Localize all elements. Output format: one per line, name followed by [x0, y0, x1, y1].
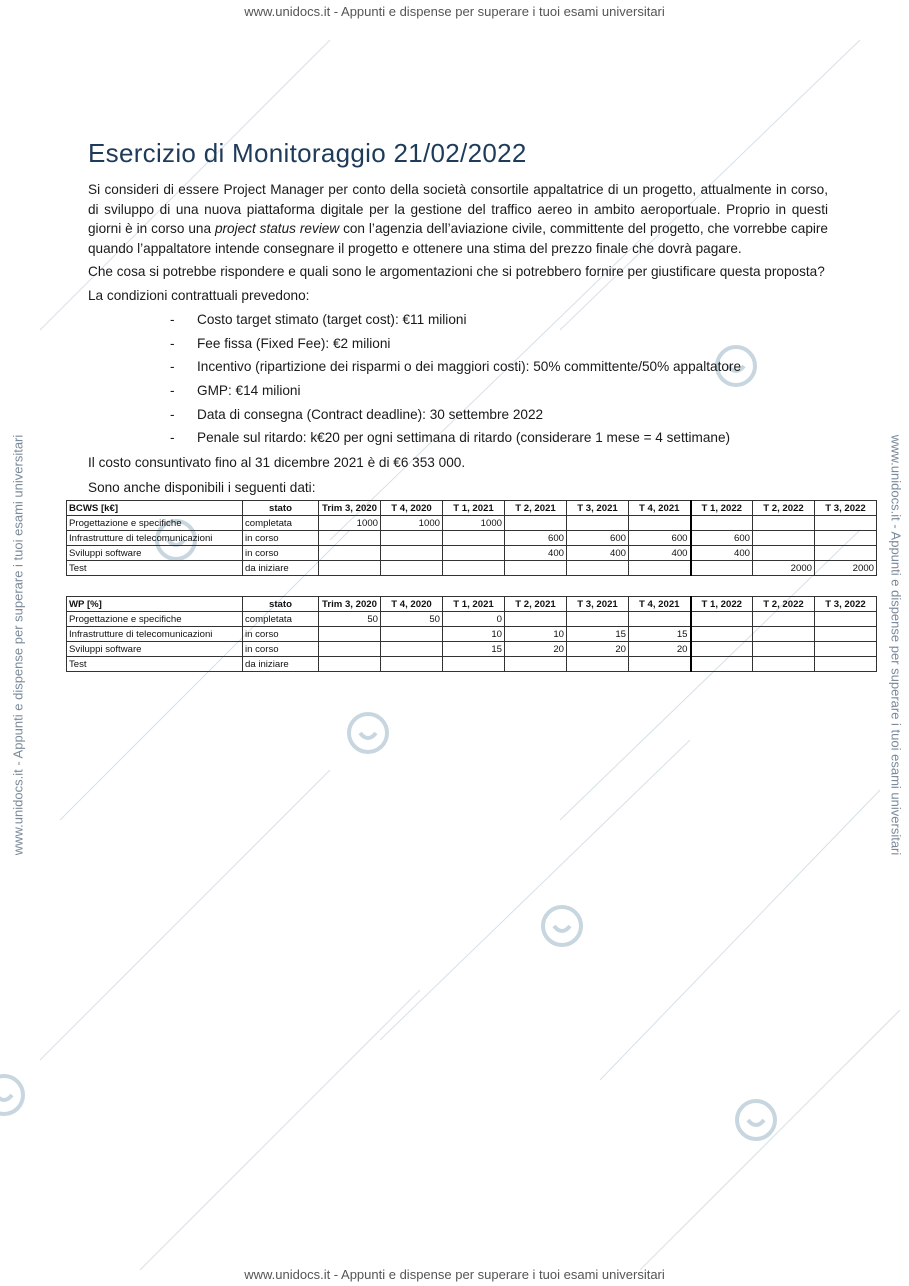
table-cell: 15: [567, 627, 629, 642]
table-cell: [505, 561, 567, 576]
table-row: [67, 561, 877, 576]
table-row: [67, 657, 877, 672]
table-cell: [381, 657, 443, 672]
column-header: T 4, 2020: [381, 501, 443, 516]
table-row: [67, 642, 877, 657]
column-header: T 1, 2022: [691, 501, 753, 516]
table-cell: [443, 657, 505, 672]
table-cell: [319, 546, 381, 561]
table-cell: 15: [629, 627, 691, 642]
list-item: - Penale sul ritardo: k€20 per ogni settimana di ritardo (considerare 1 mese = 4 settimane): [170, 430, 731, 446]
wp-table: [66, 596, 877, 672]
table-cell: Progettazione e specifiche: [67, 612, 243, 627]
table-cell: [815, 657, 877, 672]
column-header: Trim 3, 2020: [319, 501, 381, 516]
table-cell: 20: [567, 642, 629, 657]
table-cell: [319, 531, 381, 546]
column-header: T 2, 2021: [505, 501, 567, 516]
column-header: Trim 3, 2020: [319, 597, 381, 612]
page-title: Esercizio di Monitoraggio 21/02/2022: [88, 138, 527, 168]
table-cell: Progettazione e specifiche: [67, 516, 243, 531]
column-header: T 4, 2021: [629, 597, 691, 612]
table-cell: [629, 657, 691, 672]
column-header: T 4, 2020: [381, 597, 443, 612]
table-cell: [567, 612, 629, 627]
page-footer: www.unidocs.it - Appunti e dispense per superare i tuoi esami universitari: [244, 1267, 665, 1282]
table-cell: [381, 561, 443, 576]
table-cell: completata: [243, 612, 319, 627]
list-item: - Incentivo (ripartizione dei risparmi o dei maggiori costi): 50% committente/50% appaltatore: [170, 359, 742, 375]
table-cell: [629, 561, 691, 576]
table-cell: da iniziare: [243, 561, 319, 576]
table-cell: Infrastrutture di telecomunicazioni: [67, 531, 243, 546]
table-cell: [319, 642, 381, 657]
column-header: WP [%]: [67, 597, 243, 612]
conditions-list: [170, 308, 741, 450]
table-cell: 400: [505, 546, 567, 561]
table-cell: 400: [629, 546, 691, 561]
table-cell: [629, 612, 691, 627]
table-cell: 2000: [815, 561, 877, 576]
table-cell: in corso: [243, 531, 319, 546]
table-cell: 15: [443, 642, 505, 657]
table-cell: [381, 546, 443, 561]
table-cell: [381, 531, 443, 546]
table-cell: [691, 561, 753, 576]
column-header: T 1, 2021: [443, 597, 505, 612]
column-header: BCWS [k€]: [67, 501, 243, 516]
column-header: T 1, 2022: [691, 597, 753, 612]
question-paragraph: Che cosa si potrebbe rispondere e quali sono le argomentazioni che si potrebbero fornire per giustificare questa proposta?: [88, 264, 825, 279]
column-header: T 3, 2021: [567, 501, 629, 516]
conditions-intro: La condizioni contrattuali prevedono:: [88, 288, 310, 303]
column-header: T 4, 2021: [629, 501, 691, 516]
table-cell: [629, 516, 691, 531]
table-cell: [815, 546, 877, 561]
table-cell: [815, 531, 877, 546]
list-item: - Fee fissa (Fixed Fee): €2 milioni: [170, 335, 391, 351]
table-cell: 1000: [381, 516, 443, 531]
table-cell: da iniziare: [243, 657, 319, 672]
column-header: T 2, 2022: [753, 501, 815, 516]
table-cell: in corso: [243, 627, 319, 642]
side-watermark-right: www.unidocs.it - Appunti e dispense per superare i tuoi esami universitari: [888, 434, 904, 856]
table-cell: 600: [567, 531, 629, 546]
table-row: [67, 627, 877, 642]
table-cell: [443, 531, 505, 546]
column-header: stato: [243, 501, 319, 516]
intro-italic-term: project status review: [214, 221, 340, 236]
table-cell: [319, 657, 381, 672]
table-cell: 600: [691, 531, 753, 546]
table-cell: [691, 657, 753, 672]
list-item: - GMP: €14 milioni: [170, 383, 301, 399]
actual-cost-text: Il costo consuntivato fino al 31 dicembre 2021 è di €6 353 000.: [88, 455, 466, 470]
table-cell: 600: [505, 531, 567, 546]
column-header: T 2, 2021: [505, 597, 567, 612]
intro-paragraph: Si consideri di essere Project Manager per conto della società consortile appaltatrice di un progetto, attualmente in corso, di sviluppo di una nuova piattaforma digitale per la gestione del traffico aereo in ambito aeroportuale. Proprio in questi giorni è in corso una project status review con l’agenzia dell’aviazione civile, committente del progetto, che vorrebbe capire quando l’appaltatore intende consegnare il progetto e ottenere una stima del prezzo finale che dovrà pagare.: [88, 182, 828, 256]
table-cell: [691, 516, 753, 531]
table-cell: [753, 642, 815, 657]
table-cell: [443, 546, 505, 561]
column-header: T 3, 2021: [567, 597, 629, 612]
table-cell: 10: [443, 627, 505, 642]
table-cell: [567, 657, 629, 672]
table-cell: Infrastrutture di telecomunicazioni: [67, 627, 243, 642]
column-header: stato: [243, 597, 319, 612]
list-item: - Data di consegna (Contract deadline): 30 settembre 2022: [170, 406, 544, 422]
column-header: T 1, 2021: [443, 501, 505, 516]
table-row: [67, 546, 877, 561]
table-cell: [381, 642, 443, 657]
data-intro-text: Sono anche disponibili i seguenti dati:: [88, 480, 316, 495]
table-cell: 400: [691, 546, 753, 561]
table-cell: [319, 627, 381, 642]
table-cell: [691, 627, 753, 642]
table-cell: [505, 516, 567, 531]
table-cell: 1000: [443, 516, 505, 531]
table-cell: [753, 627, 815, 642]
table-cell: [753, 657, 815, 672]
page-header: www.unidocs.it - Appunti e dispense per superare i tuoi esami universitari: [244, 4, 665, 19]
table-cell: in corso: [243, 546, 319, 561]
table-cell: [753, 546, 815, 561]
table-cell: [505, 612, 567, 627]
table-cell: [753, 516, 815, 531]
table-cell: 0: [443, 612, 505, 627]
table-cell: [815, 627, 877, 642]
side-watermark-left: www.unidocs.it - Appunti e dispense per superare i tuoi esami universitari: [10, 434, 26, 856]
table-cell: 2000: [753, 561, 815, 576]
table-cell: 20: [505, 642, 567, 657]
column-header: T 3, 2022: [815, 597, 877, 612]
bcws-table: [66, 500, 877, 576]
table-cell: [381, 627, 443, 642]
table-cell: Sviluppi software: [67, 642, 243, 657]
table-cell: [753, 531, 815, 546]
table-cell: [815, 642, 877, 657]
table-row: [67, 531, 877, 546]
column-header: T 3, 2022: [815, 501, 877, 516]
table-cell: 10: [505, 627, 567, 642]
table-cell: [505, 657, 567, 672]
table-cell: 400: [567, 546, 629, 561]
table-cell: [753, 612, 815, 627]
table-cell: [443, 561, 505, 576]
table-cell: [567, 561, 629, 576]
table-cell: 20: [629, 642, 691, 657]
table-row: [67, 612, 877, 627]
table-cell: 1000: [319, 516, 381, 531]
table-cell: 50: [381, 612, 443, 627]
table-cell: Sviluppi software: [67, 546, 243, 561]
table-row: [67, 516, 877, 531]
table-cell: Test: [67, 657, 243, 672]
table-cell: 50: [319, 612, 381, 627]
table-cell: in corso: [243, 642, 319, 657]
table-cell: [691, 612, 753, 627]
table-cell: completata: [243, 516, 319, 531]
column-header: T 2, 2022: [753, 597, 815, 612]
table-cell: [567, 516, 629, 531]
table-cell: [815, 612, 877, 627]
table-cell: 600: [629, 531, 691, 546]
list-item: - Costo target stimato (target cost): €11 milioni: [170, 312, 467, 327]
table-cell: Test: [67, 561, 243, 576]
table-cell: [815, 516, 877, 531]
table-header-row: [67, 597, 877, 612]
table-cell: [319, 561, 381, 576]
table-header-row: [67, 501, 877, 516]
table-cell: [691, 642, 753, 657]
